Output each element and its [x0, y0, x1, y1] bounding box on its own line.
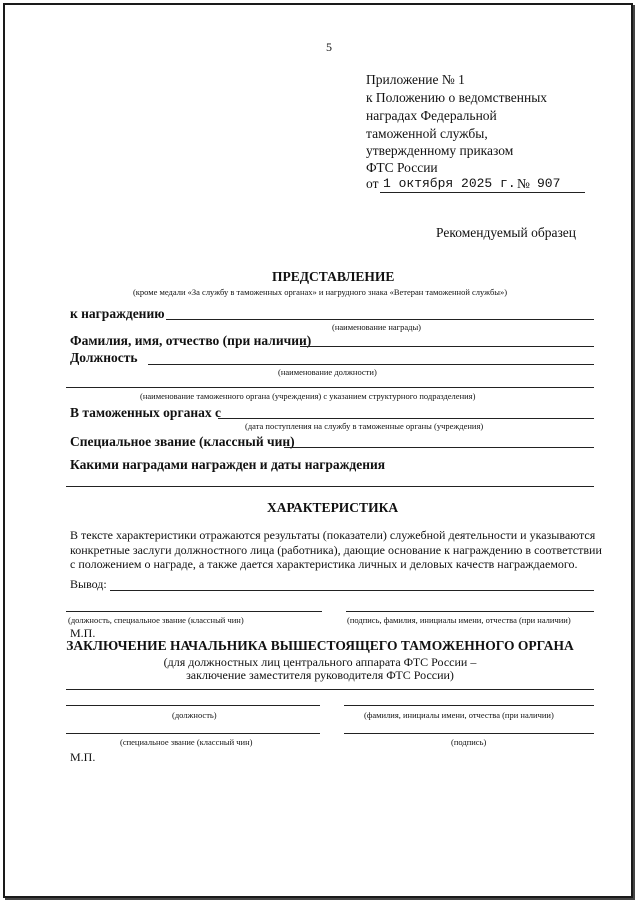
order-number: 907	[537, 176, 561, 191]
signer-position-field[interactable]	[66, 611, 322, 612]
awards-received-label: Какими наградами награжден и даты награждения	[70, 457, 386, 472]
service-date-hint: (дата поступления на службу в таможенные органы (учреждения)	[245, 421, 484, 431]
representation-subtitle: (кроме медали «За службу в таможенных органах» и нагрудного знака «Ветеран таможенной службы»)	[132, 287, 508, 297]
position-hint: (наименование должности)	[278, 367, 377, 377]
head-position-hint: (должность)	[172, 710, 217, 720]
signer-signature-field[interactable]	[346, 611, 594, 612]
head-conclusion-subtitle: заключение заместителя руководителя ФТС России)	[186, 668, 454, 682]
head-name-hint: (фамилия, инициалы имени, отчества (при наличии)	[364, 710, 554, 720]
head-name-field[interactable]	[344, 705, 594, 706]
head-signature-hint: (подпись)	[451, 737, 487, 747]
head-position-field[interactable]	[66, 705, 320, 706]
full-name-label: Фамилия, имя, отчество (при наличии)	[70, 333, 312, 348]
special-rank-field[interactable]	[284, 447, 594, 448]
position-label: Должность	[70, 350, 138, 365]
appendix-line: таможенной службы,	[366, 126, 488, 141]
head-rank-hint: (специальное звание (классный чин)	[120, 737, 253, 747]
organ-field[interactable]	[66, 387, 594, 388]
page-frame	[3, 3, 633, 898]
customs-since-field[interactable]	[218, 418, 594, 419]
position-field[interactable]	[148, 364, 594, 365]
conclusion-label: Вывод:	[70, 577, 107, 591]
awards-received-field[interactable]	[66, 486, 594, 487]
sample-note: Рекомендуемый образец	[436, 225, 577, 240]
representation-title: ПРЕДСТАВЛЕНИЕ	[272, 269, 395, 284]
conclusion-field[interactable]	[110, 590, 594, 591]
date-underline	[380, 192, 585, 193]
head-rank-field[interactable]	[66, 733, 320, 734]
head-conclusion-field[interactable]	[66, 689, 594, 690]
customs-since-label: В таможенных органах с	[70, 405, 221, 420]
characteristic-title: ХАРАКТЕРИСТИКА	[267, 500, 399, 515]
page-number: 5	[326, 40, 332, 54]
head-stamp-place: М.П.	[70, 750, 96, 764]
stamp-place: М.П.	[70, 626, 96, 640]
characteristic-text: конкретные заслуги должностного лица (работника), дающие основание к награждению в соответствии	[70, 543, 602, 557]
appendix-line: наградах Федеральной	[366, 108, 497, 123]
characteristic-text: с положением о награде, а также дается характеристика личных и деловых качеств награждаемого.	[70, 557, 578, 571]
sig-right-hint: (подпись, фамилия, инициалы имени, отчества (при наличии)	[347, 615, 571, 625]
head-conclusion-title: ЗАКЛЮЧЕНИЕ НАЧАЛЬНИКА ВЫШЕСТОЯЩЕГО ТАМОЖЕННОГО ОРГАНА	[66, 638, 574, 653]
appendix-line: к Положению о ведомственных	[366, 90, 548, 105]
special-rank-label: Специальное звание (классный чин)	[70, 434, 295, 449]
award-name-hint: (наименование награды)	[332, 322, 422, 332]
order-date: 1 октября 2025 г.	[383, 176, 516, 191]
for-award-label: к награждению	[70, 306, 165, 321]
number-prefix: №	[517, 176, 530, 191]
appendix-line: ФТС России	[366, 160, 438, 175]
head-conclusion-subtitle: (для должностных лиц центрального аппарата ФТС России –	[163, 655, 477, 669]
date-prefix: от	[366, 176, 379, 191]
appendix-line: утвержденному приказом	[366, 143, 514, 158]
sig-left-hint: (должность, специальное звание (классный чин)	[68, 615, 244, 625]
organ-hint: (наименование таможенного органа (учреждения) с указанием структурного подразделения)	[140, 391, 476, 401]
characteristic-text: В тексте характеристики отражаются результаты (показатели) служебной деятельности и указываются	[70, 528, 596, 542]
full-name-field[interactable]	[300, 346, 594, 347]
head-signature-field[interactable]	[344, 733, 594, 734]
appendix-line: Приложение № 1	[366, 72, 465, 87]
award-name-field[interactable]	[166, 319, 594, 320]
